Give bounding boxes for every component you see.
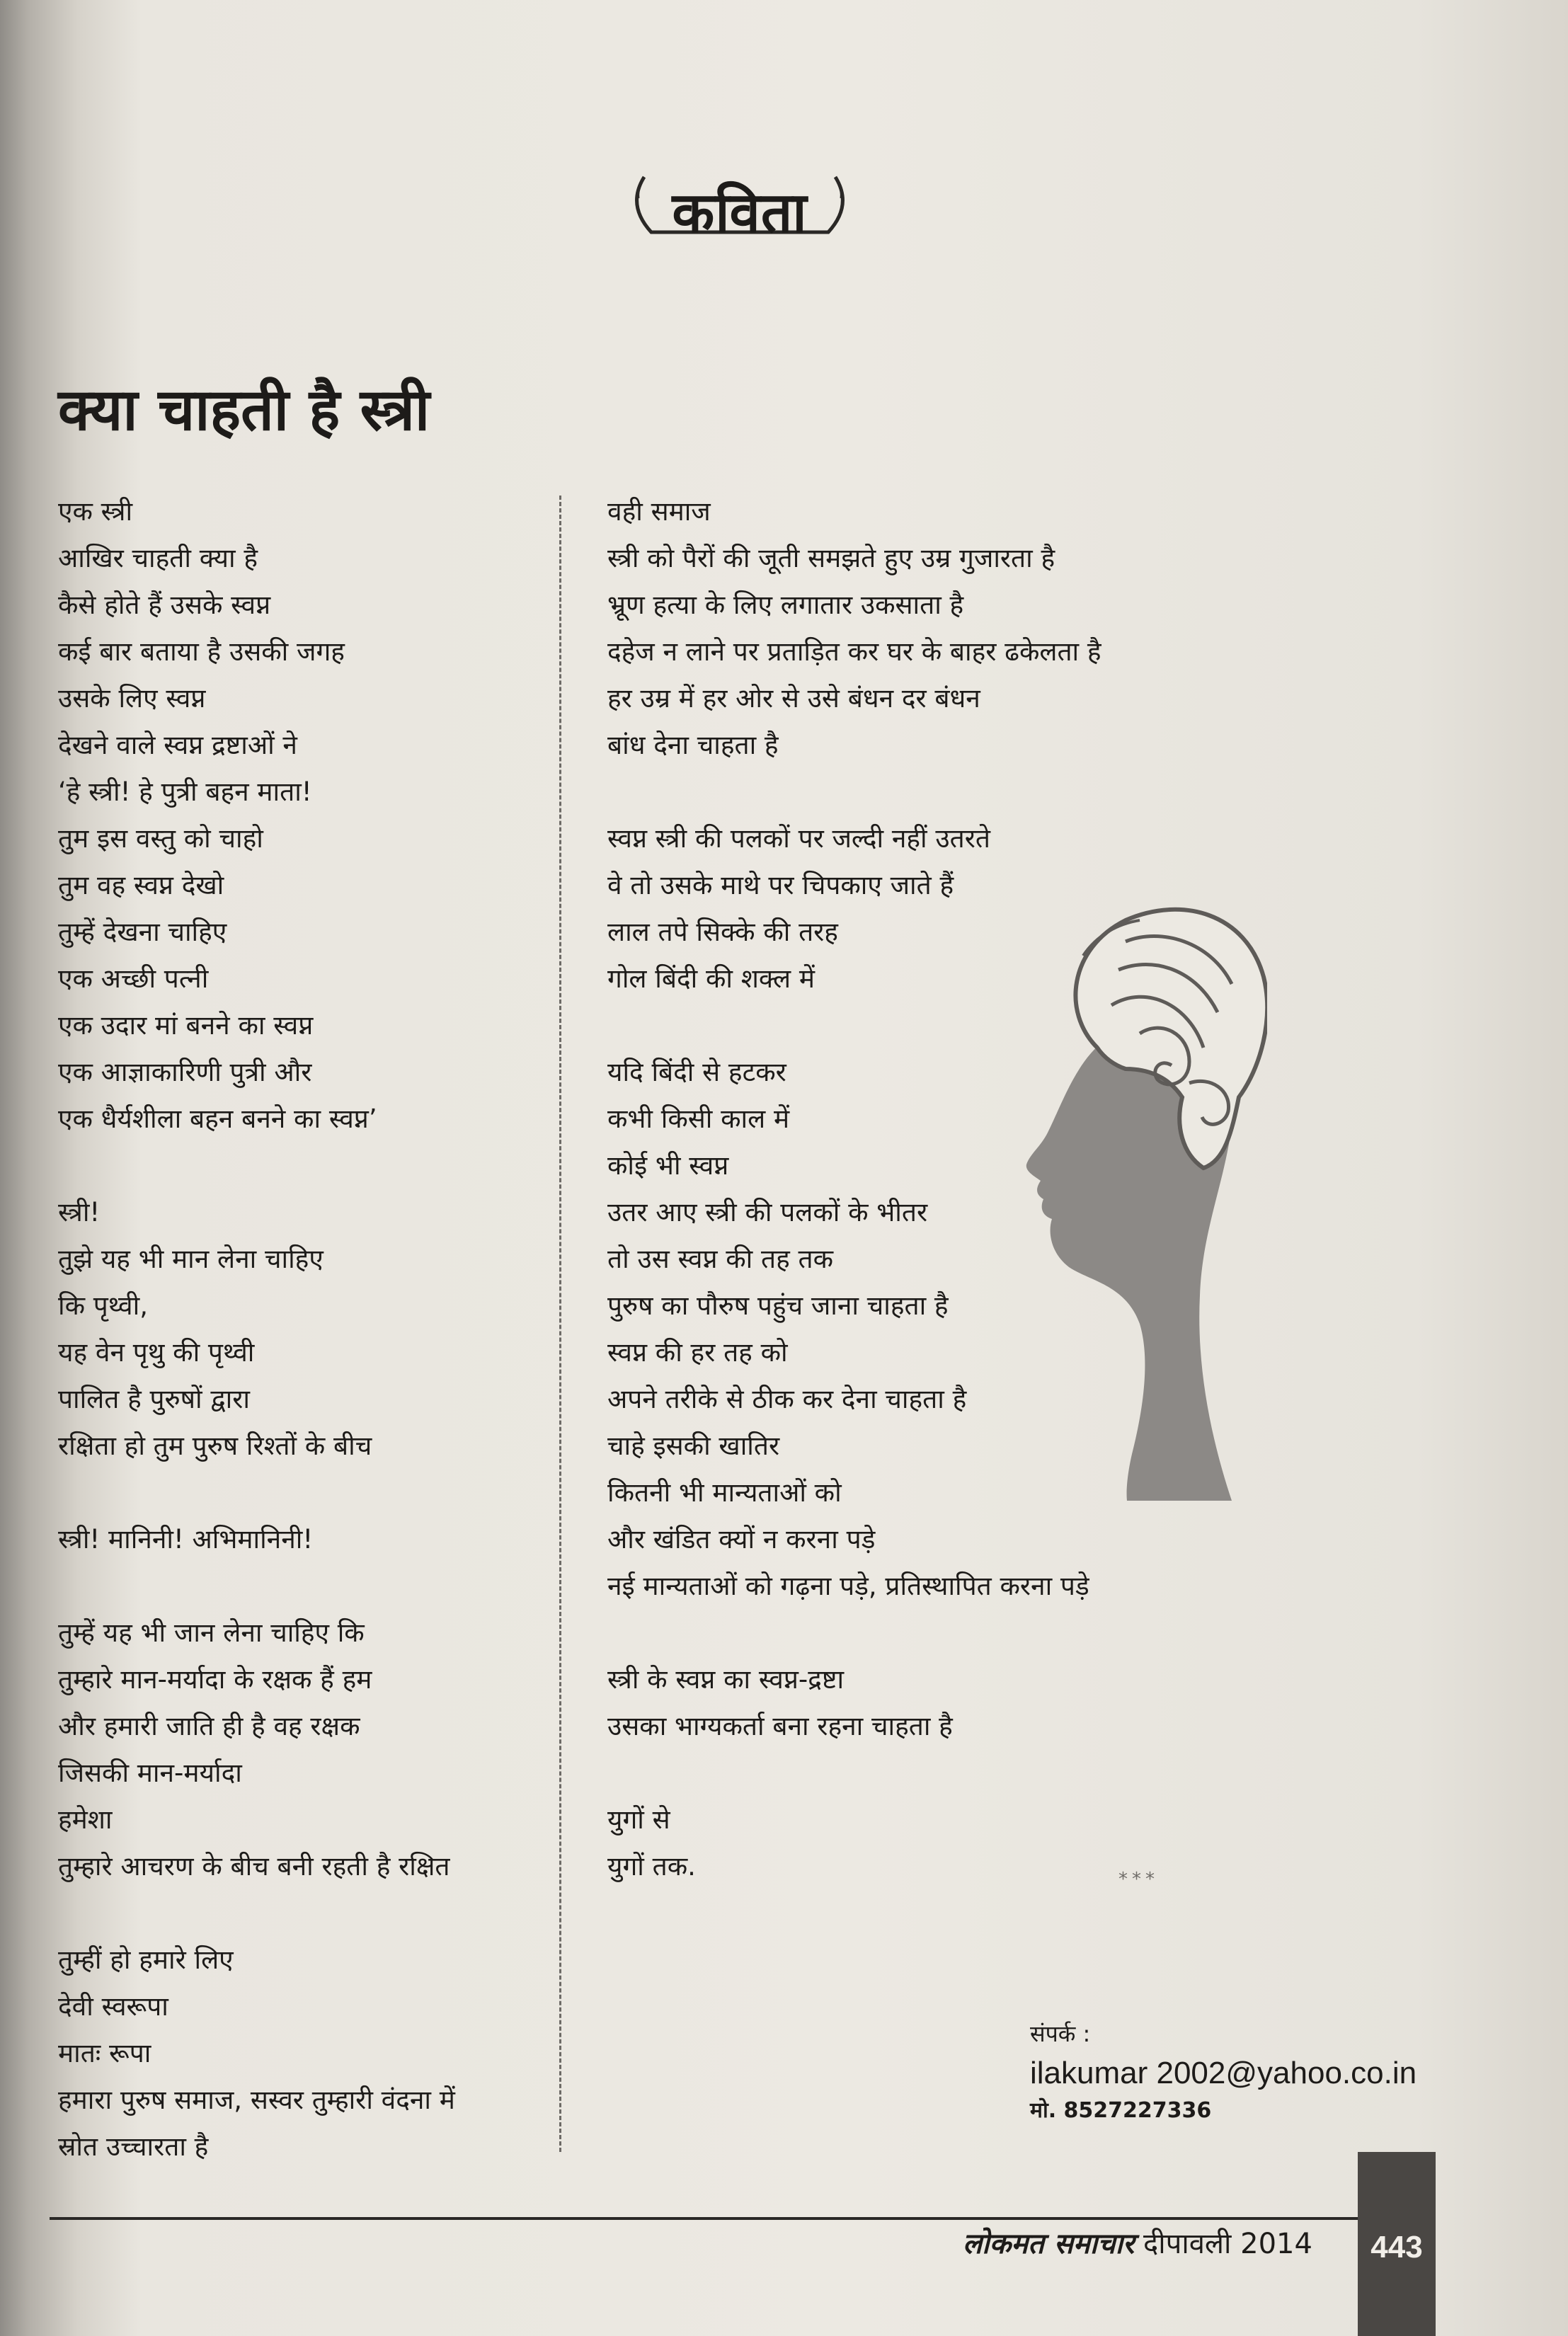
poem-line: तुम वह स्वप्न देखो: [58, 870, 224, 900]
poem-line: दहेज न लाने पर प्रताड़ित कर घर के बाहर ढकेलता है: [607, 636, 1101, 667]
poem-line: उसका भाग्यकर्ता बना रहना चाहता है: [607, 1711, 953, 1741]
poem-line: तुझे यह भी मान लेना चाहिए: [58, 1244, 324, 1274]
section-label: कविता: [672, 181, 808, 245]
poem-line: स्वप्न की हर तह को: [607, 1337, 788, 1368]
page-footer: [963, 2223, 1312, 2262]
footer-rule: [50, 2217, 1363, 2220]
poem-line: स्त्री! मानिनी! अभिमानिनी!: [58, 1524, 314, 1555]
poem-line: जिसकी मान-मर्यादा: [58, 1758, 242, 1788]
poem-title: क्या चाहती है स्त्री: [58, 377, 430, 444]
poem-line: कभी किसी काल में: [607, 1104, 790, 1134]
poem-stanza: [58, 1937, 554, 2170]
poem-left-column: [58, 488, 554, 2217]
poem-end-mark: ***: [1118, 1869, 1159, 1890]
poem-line: कोई भी स्वप्न: [607, 1150, 729, 1181]
poem-line: वही समाज: [607, 496, 711, 527]
poem-line: स्त्री!: [58, 1197, 101, 1227]
poem-line: एक उदार मां बनने का स्वप्न: [58, 1010, 314, 1041]
poem-stanza: [607, 488, 1315, 769]
poem-line: चाहे इसकी खातिर: [607, 1431, 780, 1461]
poem-line: युगों से: [607, 1804, 670, 1835]
poem-stanza: [58, 1516, 554, 1563]
poem-stanza: [607, 1797, 1315, 1890]
poem-line: पुरुष का पौरुष पहुंच जाना चाहता है: [607, 1290, 949, 1321]
poem-line: यह वेन पृथु की पृथ्वी: [58, 1337, 255, 1368]
poem-line: एक स्त्री: [58, 496, 133, 527]
poem-line: हमारा पुरुष समाज, सस्वर तुम्हारी वंदना में: [58, 2085, 455, 2115]
poem-line: यदि बिंदी से हटकर: [607, 1057, 786, 1087]
poem-line: पालित है पुरुषों द्वारा: [58, 1384, 250, 1414]
poem-line: स्त्री के स्वप्न का स्वप्न-द्रष्टा: [607, 1664, 845, 1695]
poem-line: एक अच्छी पत्नी: [58, 963, 209, 994]
poem-line: तुम्हारे मान-मर्यादा के रक्षक हैं हम: [58, 1664, 372, 1695]
contact-phone: मो. 8527227336: [1030, 2098, 1212, 2123]
footer-publication: लोकमत समाचार: [963, 2228, 1135, 2260]
poem-line: देखने वाले स्वप्न द्रष्टाओं ने: [58, 730, 297, 760]
poem-line: और हमारी जाति ही है वह रक्षक: [58, 1711, 360, 1741]
poem-stanza: [607, 1656, 1315, 1750]
poem-line: और खंडित क्यों न करना पड़े: [607, 1524, 876, 1555]
poem-line: देवी स्वरूपा: [58, 1991, 168, 2022]
poem-line: तुम्हारे आचरण के बीच बनी रहती है रक्षित: [58, 1851, 450, 1882]
section-header: [623, 149, 857, 248]
poem-line: कैसे होते हैं उसके स्वप्न: [58, 590, 271, 620]
poem-line: हर उम्र में हर ओर से उसे बंधन दर बंधन: [607, 683, 980, 714]
poem-line: स्रोत उच्चारता है: [58, 2131, 209, 2162]
poem-stanza: [58, 1189, 554, 1470]
poem-line: तो उस स्वप्न की तह तक: [607, 1244, 834, 1274]
poem-line: एक आज्ञाकारिणी पुत्री और: [58, 1057, 312, 1087]
poem-line: उसके लिए स्वप्न: [58, 683, 206, 714]
contact-email: ilakumar 2002@yahoo.co.in: [1030, 2056, 1417, 2090]
poem-line: रक्षिता हो तुम पुरुष रिश्तों के बीच: [58, 1431, 372, 1461]
contact-label: संपर्क :: [1030, 2020, 1091, 2047]
poem-line: नई मान्यताओं को गढ़ना पड़े, प्रतिस्थापित करना पड़े: [607, 1571, 1089, 1601]
poem-line: अपने तरीके से ठीक कर देना चाहता है: [607, 1384, 967, 1414]
poem-line: आखिर चाहती क्या है: [58, 543, 258, 573]
poem-line: कि पृथ्वी,: [58, 1290, 148, 1321]
poem-line: मातः रूपा: [58, 2038, 151, 2068]
poem-line: हमेशा: [58, 1804, 113, 1835]
poem-line: गोल बिंदी की शक्ल में: [607, 963, 816, 994]
poem-line: ‘हे स्त्री! हे पुत्री बहन माता!: [58, 777, 312, 807]
poem-line: एक धैर्यशीला बहन बनने का स्वप्न’: [58, 1104, 377, 1134]
poem-line: तुम्हें देखना चाहिए: [58, 917, 227, 947]
poem-line: भ्रूण हत्या के लिए लगातार उकसाता है: [607, 590, 964, 620]
column-divider: [559, 496, 561, 2152]
poem-line: स्वप्न स्त्री की पलकों पर जल्दी नहीं उतरते: [607, 823, 990, 854]
footer-edition: दीपावली 2014: [1143, 2228, 1312, 2260]
poem-line: उतर आए स्त्री की पलकों के भीतर: [607, 1197, 928, 1227]
author-contact: [1030, 2016, 1417, 2126]
poem-line: युगों तक.: [607, 1851, 696, 1882]
poem-line: तुम इस वस्तु को चाहो: [58, 823, 263, 854]
page-number: 443: [1358, 2152, 1436, 2336]
poem-stanza: [58, 488, 554, 1143]
poem-line: वे तो उसके माथे पर चिपकाए जाते हैं: [607, 870, 954, 900]
poem-line: लाल तपे सिक्के की तरह: [607, 917, 838, 947]
poem-line: बांध देना चाहता है: [607, 730, 779, 760]
poem-line: तुम्हीं हो हमारे लिए: [58, 1945, 234, 1975]
poem-line: स्त्री को पैरों की जूती समझते हुए उम्र गुजारता है: [607, 543, 1055, 573]
woman-silhouette-illustration: [1019, 899, 1267, 1501]
poem-line: कई बार बताया है उसकी जगह: [58, 636, 345, 667]
poem-line: तुम्हें यह भी जान लेना चाहिए कि: [58, 1618, 365, 1648]
poem-line: कितनी भी मान्यताओं को: [607, 1477, 842, 1508]
poem-stanza: [58, 1610, 554, 1890]
